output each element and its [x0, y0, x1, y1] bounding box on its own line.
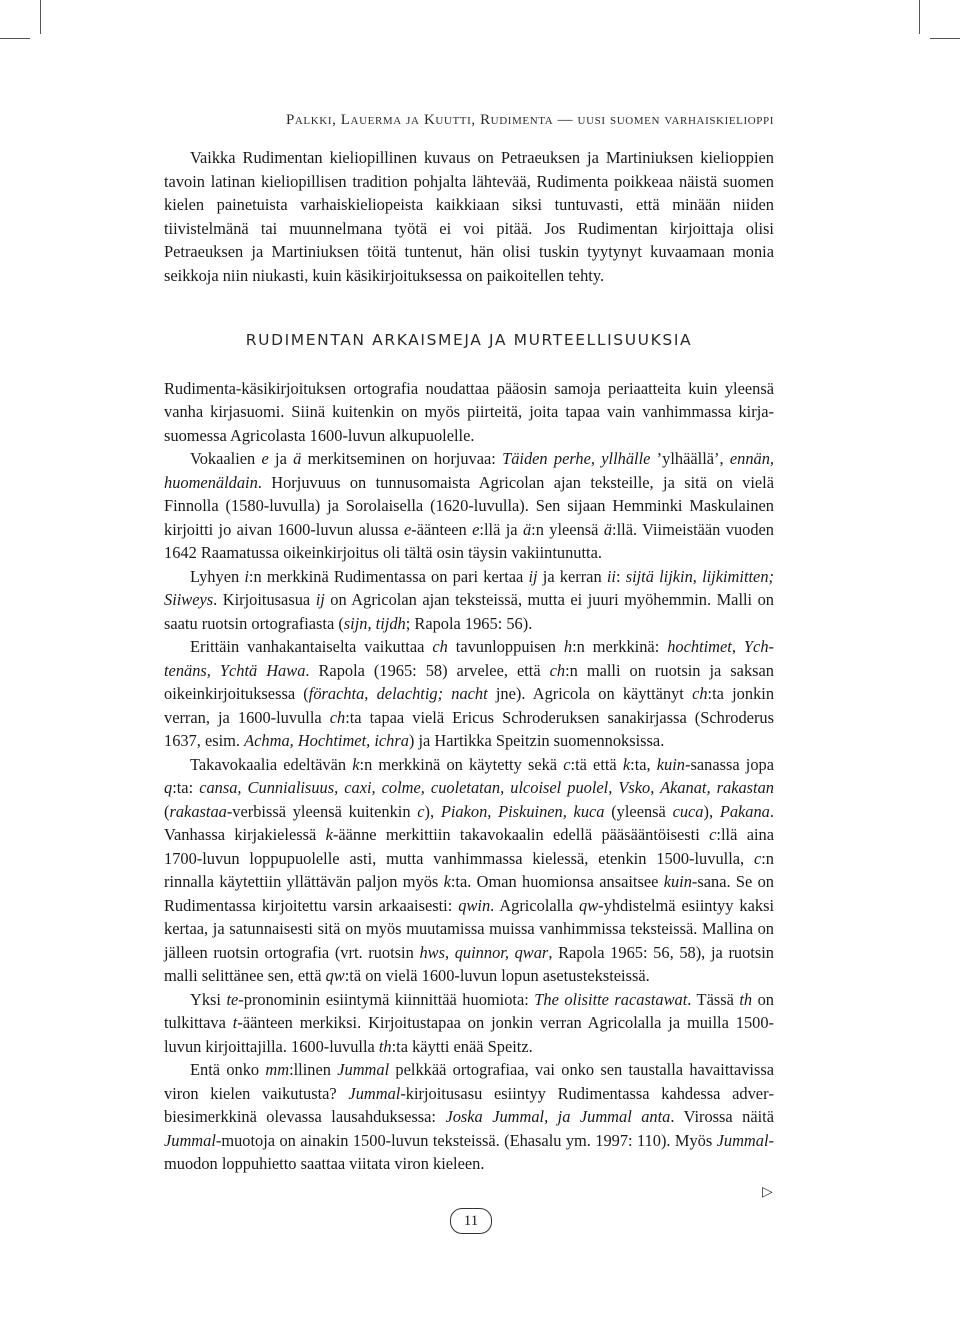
paragraph: Yksi te-pronominin esiintymä kiinnittää huomiota: The olisitte racastawat. Tässä th on tulkittava t-äänteen merkiksi. Kirjoitustapaa on jonkin verran Agricolalla ja muilla 1500-luvun kirjoittajilla. 1600-luvulla th:ta käytti enää Speitz.	[164, 989, 774, 1056]
next-page-arrow-icon: ▷	[762, 1184, 773, 1200]
body-text	[164, 146, 774, 1176]
paragraph: Rudimenta-käsikirjoituksen ortografia noudattaa pääosin samoja periaatteita kuin yleensä vanha kirjasuomi. Siinä kuitenkin on myös piirteitä, joita tapaa vain vanhimmassa kirjasuomessa Agricolasta 1600-luvun alkupuolelle.	[164, 378, 774, 445]
crop-mark	[930, 38, 960, 39]
paragraph: Lyhyen i:n merkkinä Rudimentassa on pari kertaa ij ja kerran ii: sijtä lijkin, lijkimitten; Siiweys. Kirjoitusasua ij on Agricolan ajan teksteissä, mutta ei juuri myöhemmin. Malli on saatu ruotsin ortografiasta (sijn, tijdh; Rapola 1965: 56).	[164, 566, 775, 633]
paragraph: Vokaalien e ja ä merkitseminen on horjuvaa: Täiden perhe, yllhälle ’ylhäällä’, ennän, huomenäldain. Horjuvuus on tunnusomaista Agricolan ajan teksteille, ja sitä on vielä Finnolla (1580-luvulla) ja Sorolaisella (1620-luvulla). Sen sijaan Hemminki Maskulainen kirjoitti jo aivan 1600-luvun alussa e-äänteen e:llä ja ä:n yleensä ä:llä. Viimeistään vuoden 1642 Raamatussa oikeinkirjoitus oli tältä osin täysin vakiintunutta.	[164, 449, 774, 562]
intro-paragraph: Vaikka Rudimentan kieliopillinen kuvaus on Petraeuksen ja Martiniuksen kielioppien tavoin latinan kieliopillisen tradition pohjalta lähtevää, Rudimenta poikkeaa näistä suomen kielen painetuista varhaiskieliopeista kaikkiaan siksi tuntuvasti, että minään niiden tiivistelmänä tai muunnelmana työtä ei voi pitää. Jos Rudimentan kirjoittaja olisi Petraeuksen ja Martiniuksen töitä tuntenut, hän olisi tuskin tyytynyt kuvaamaan monia seikkoja niin niukasti, kuin käsikirjoituksessa on paikoitellen tehty.	[164, 148, 774, 285]
section-heading: RUDIMENTAN ARKAISMEJA JA MURTEELLISUUKSIA	[245, 331, 693, 349]
paragraph: Takavokaalia edeltävän k:n merkkinä on käytetty sekä c:tä että k:ta, kuin-sanassa jopa q:ta: cansa, Cunnialisuus, caxi, colme, cuoletatan, ulcoisel puolel, Vsko, Akanat, rakastan (rakastaa-verbissä yleensä kuitenkin c), Piakon, Piskuinen, kuca (yleensä cuca), Pakana. Vanhassa kirjakielessä k-äänne merkittiin takavokaalin edellä pääsääntöisesti c:llä aina 1700-luvun loppupuolelle asti, mutta vanhimmassa kielessä, etenkin 1500-luvulla, c:n rinnalla käytettiin yllättävän paljon myös k:ta. Oman huomionsa ansaitsee kuin-sana. Se on Rudimentassa kirjoitettu varsin arkaaisesti: qwin. Agricolalla qw-yhdistelmä esiintyy kaksi kertaa, ja satunnaisesti sitä on myös muutamissa muissa vanhimmissa teksteissä. Mallina on jälleen ruotsin ortografia (vrt. ruotsin hws, quinnor, qwar, Rapola 1965: 56, 58), ja ruotsin malli selittänee sen, että qw:tä on vielä 1600-luvun lopun asetusteksteissä.	[164, 754, 774, 985]
paragraph: Entä onko mm:llinen Jummal pelkkää ortografiaa, vai onko sen taustalla havaittavissa viron kielen vaikutusta? Jummal-kirjoitusasu esiintyy Rudimentassa kahdessa adverbiesimerkkinä olevassa lausahduksessa: Joska Jummal, ja Jummal anta. Virossa näitä Jummal-muotoja on ainakin 1500-luvun teksteissä. (Ehasalu ym. 1997: 110). Myös Jummal-muodon loppuhietto saattaa viitata viron kieleen.	[164, 1060, 775, 1173]
crop-mark	[919, 0, 920, 34]
page-number: 11	[450, 1208, 492, 1234]
running-header: Palkki, Lauerma ja Kuutti, Rudimenta — uusi suomen varhaiskielioppi	[285, 112, 774, 128]
crop-mark	[0, 38, 30, 39]
crop-mark	[40, 0, 41, 34]
paragraph: Erittäin vanhakantaiselta vaikuttaa ch tavunloppuisen h:n merkkinä: hochtimet, Ychtenäns, Ychtä Hawa. Rapola (1965: 58) arvelee, että ch:n malli on ruotsin ja saksan oikeinkirjoituksessa (förachta, delachtig; nacht jne). Agricola on käyttänyt ch:ta jonkin verran, ja 1600-luvulla ch:ta tapaa vielä Ericus Schroderuksen sanakirjassa (Schroderus 1637, esim. Achma, Hochtimet, ichra) ja Hartikka Speitzin suomennoksissa.	[164, 637, 775, 750]
